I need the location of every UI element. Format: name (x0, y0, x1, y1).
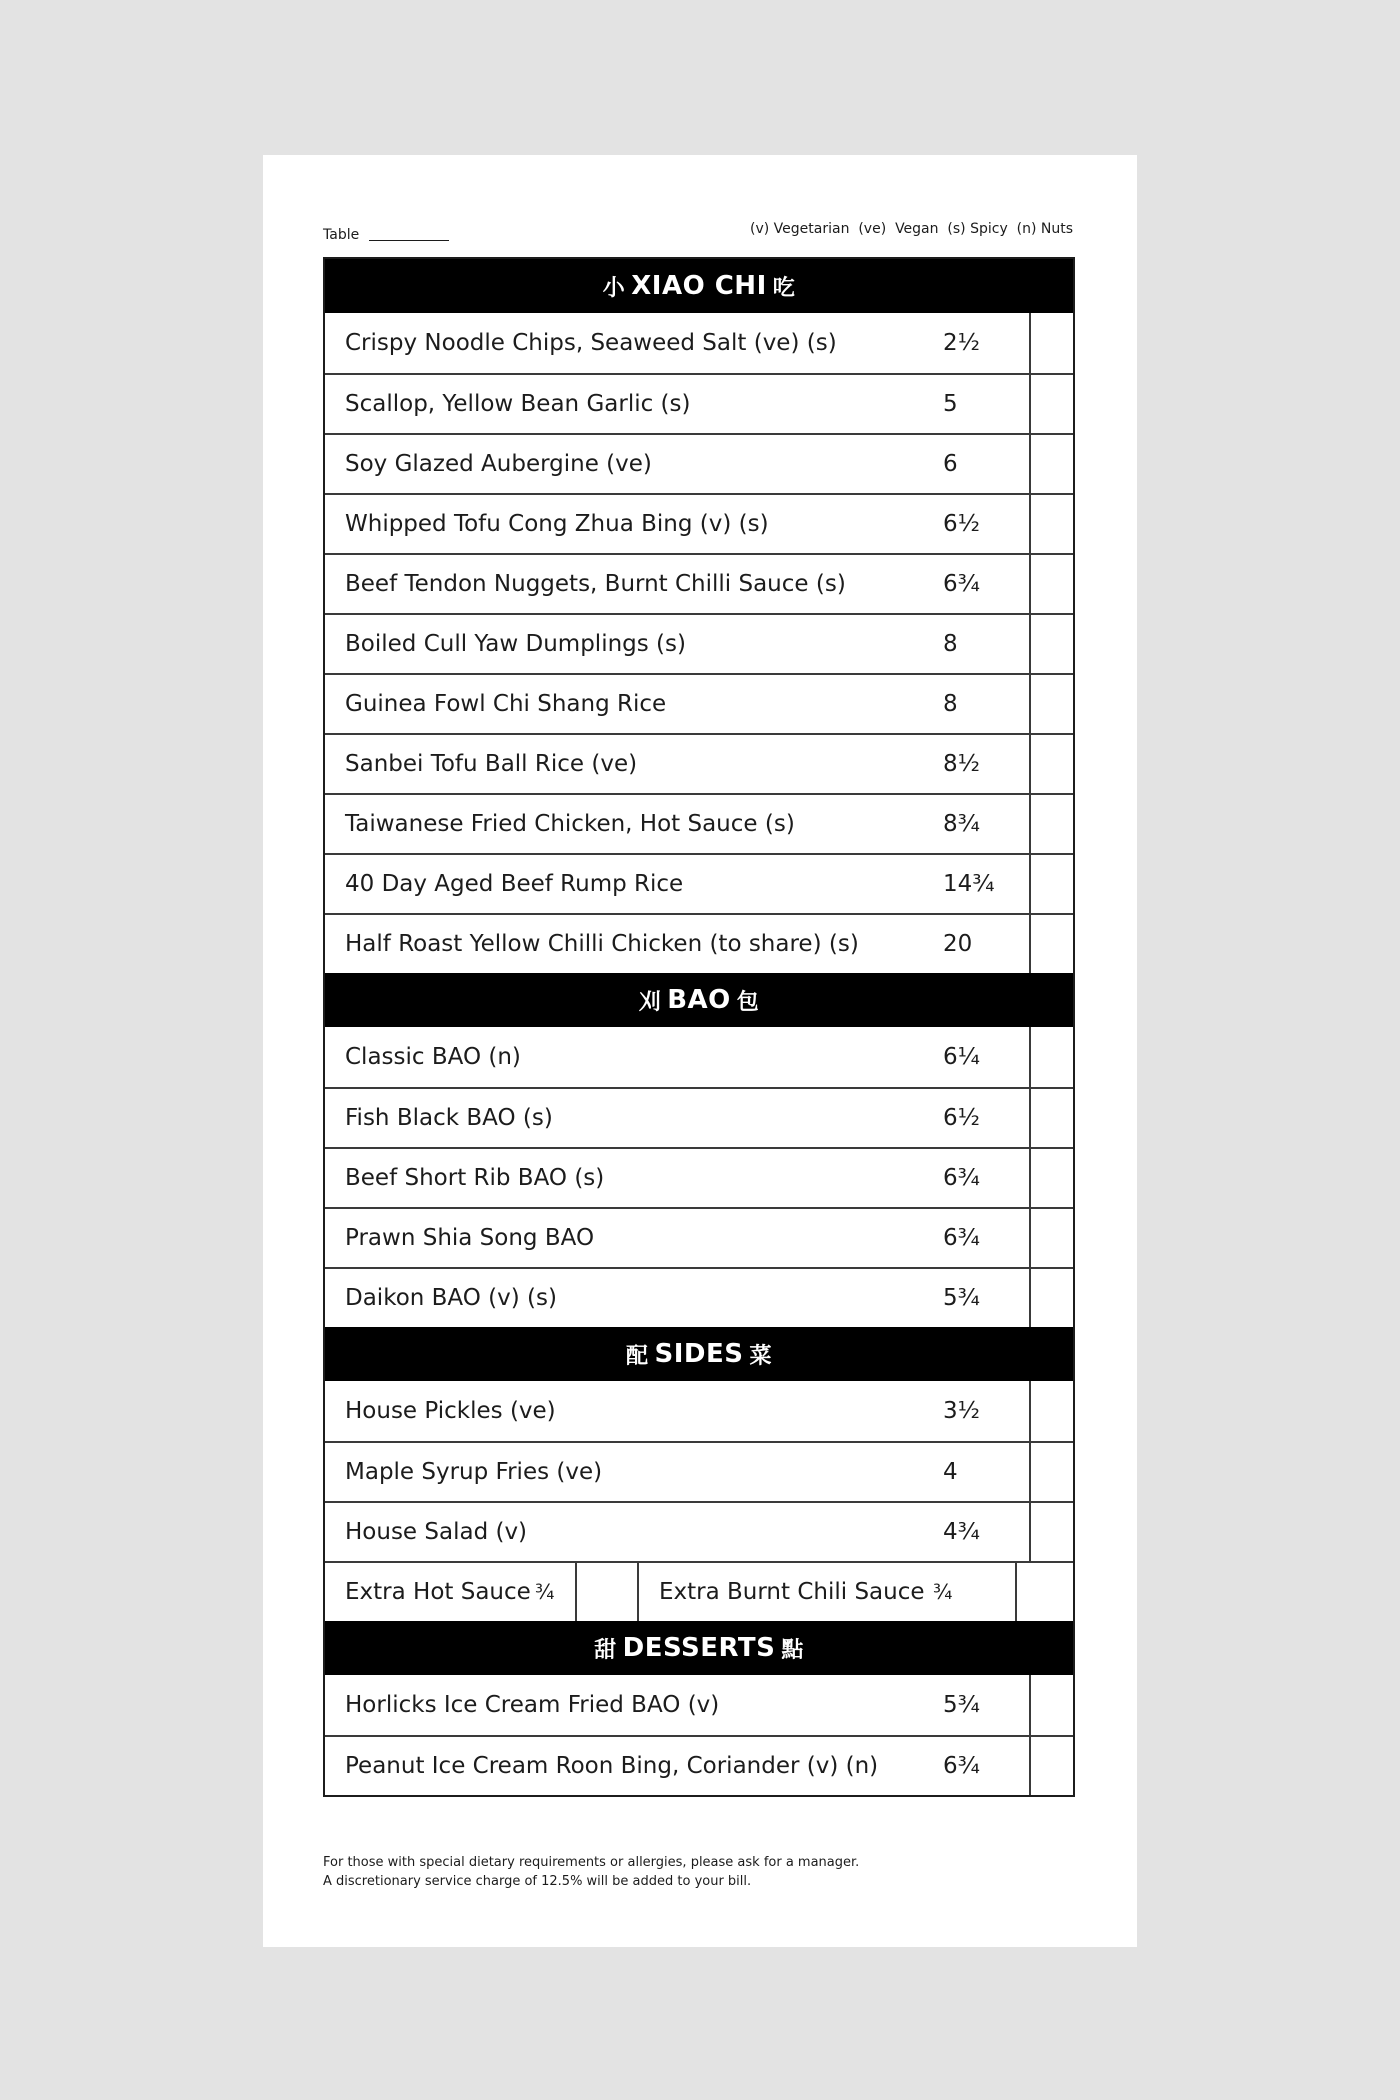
quantity-box[interactable] (1029, 855, 1073, 913)
quantity-box[interactable] (1029, 1443, 1073, 1501)
menu-item-name: Classic BAO (n) (345, 1044, 521, 1070)
section-header-xiao-chi (325, 259, 1073, 313)
menu-item-price: 6 (943, 451, 958, 477)
menu-item-name: 40 Day Aged Beef Rump Rice (345, 871, 684, 897)
section-cjk-left: 配 (626, 1343, 649, 1369)
table-number-field[interactable] (369, 240, 449, 241)
menu-item-row (325, 1441, 1073, 1501)
menu-item-row (325, 1675, 1073, 1735)
extra-item-price: ¾ (933, 1580, 953, 1604)
menu-item-price: 6½ (943, 1105, 980, 1131)
quantity-box[interactable] (1029, 1381, 1073, 1441)
quantity-box[interactable] (1029, 313, 1073, 373)
menu-item-name: Half Roast Yellow Chilli Chicken (to share) (s) (345, 931, 859, 957)
section-title: BAO (667, 985, 731, 1015)
section-title: XIAO CHI (631, 271, 767, 301)
menu-item-price: 8¾ (943, 811, 980, 837)
quantity-box[interactable] (1029, 1027, 1073, 1087)
menu-item-row (325, 913, 1073, 973)
menu-item-name: House Pickles (ve) (345, 1398, 556, 1424)
sheet-header (323, 221, 1073, 245)
section-cjk-left: 小 (602, 275, 626, 301)
menu-item-row (325, 613, 1073, 673)
menu-item-row (325, 1087, 1073, 1147)
menu-item-price: 5¾ (943, 1285, 980, 1311)
menu-item-price: 6¼ (943, 1044, 980, 1070)
menu-item-row (325, 1207, 1073, 1267)
menu-item-row (325, 553, 1073, 613)
quantity-box[interactable] (1029, 495, 1073, 553)
order-sheet (263, 155, 1137, 1947)
menu-item-name: Guinea Fowl Chi Shang Rice (345, 691, 667, 717)
menu-item-price: 8 (943, 691, 958, 717)
menu-item-name: Whipped Tofu Cong Zhua Bing (v) (s) (345, 511, 769, 537)
section-title: SIDES (654, 1339, 744, 1369)
quantity-box[interactable] (1029, 435, 1073, 493)
quantity-box[interactable] (1029, 795, 1073, 853)
quantity-box[interactable] (1029, 675, 1073, 733)
quantity-box[interactable] (1029, 1503, 1073, 1561)
extra-item-price: ¾ (535, 1580, 555, 1604)
section-cjk-right: 包 (736, 989, 760, 1015)
extra-item-name: Extra Burnt Chili Sauce (659, 1579, 925, 1605)
section-cjk-left: 刈 (638, 989, 662, 1015)
extra-quantity-box[interactable] (575, 1563, 639, 1621)
menu-item-row (325, 1735, 1073, 1795)
section-cjk-left: 甜 (594, 1637, 617, 1663)
menu-item-name: Prawn Shia Song BAO (345, 1225, 595, 1251)
quantity-box[interactable] (1029, 915, 1073, 973)
menu-item-row (325, 313, 1073, 373)
menu-item-row (325, 673, 1073, 733)
menu-item-price: 3½ (943, 1398, 980, 1424)
section-title: DESSERTS (622, 1633, 776, 1663)
menu-item-name: Fish Black BAO (s) (345, 1105, 553, 1131)
dietary-legend: (v) Vegetarian (ve) Vegan (s) Spicy (n) Nuts (750, 221, 1073, 237)
menu-item-row (325, 433, 1073, 493)
section-header-sides (325, 1327, 1073, 1381)
menu-item-price: 6¾ (943, 1753, 980, 1779)
menu-item-name: Sanbei Tofu Ball Rice (ve) (345, 751, 638, 777)
menu-item-price: 6¾ (943, 1165, 980, 1191)
menu-item-price: 2½ (943, 330, 980, 356)
section-header-desserts (325, 1621, 1073, 1675)
menu-item-name: Taiwanese Fried Chicken, Hot Sauce (s) (345, 811, 795, 837)
section-cjk-right: 菜 (749, 1343, 772, 1369)
quantity-box[interactable] (1029, 1149, 1073, 1207)
extra-item-name: Extra Hot Sauce (345, 1579, 531, 1605)
menu-item-name: Daikon BAO (v) (s) (345, 1285, 557, 1311)
quantity-box[interactable] (1029, 555, 1073, 613)
extra-quantity-box[interactable] (1015, 1563, 1073, 1621)
menu-item-price: 14¾ (943, 871, 995, 897)
menu-item-price: 5 (943, 391, 958, 417)
quantity-box[interactable] (1029, 1269, 1073, 1327)
footer-notes (323, 1853, 1083, 1891)
service-charge-note: A discretionary service charge of 12.5% will be added to your bill. (323, 1874, 752, 1889)
menu-item-price: 20 (943, 931, 973, 957)
menu-item-row (325, 1501, 1073, 1561)
menu-item-row (325, 373, 1073, 433)
menu-item-name: Horlicks Ice Cream Fried BAO (v) (345, 1692, 720, 1718)
menu-item-name: House Salad (v) (345, 1519, 528, 1545)
quantity-box[interactable] (1029, 1737, 1073, 1795)
quantity-box[interactable] (1029, 375, 1073, 433)
section-cjk-right: 吃 (772, 275, 796, 301)
menu-item-name: Soy Glazed Aubergine (ve) (345, 451, 652, 477)
menu-item-name: Scallop, Yellow Bean Garlic (s) (345, 391, 691, 417)
menu-item-price: 6½ (943, 511, 980, 537)
table-label: Table (323, 227, 360, 243)
menu-item-price: 4 (943, 1459, 958, 1485)
menu-item-row (325, 793, 1073, 853)
menu-item-price: 6¾ (943, 1225, 980, 1251)
extras-row (325, 1561, 1073, 1621)
quantity-box[interactable] (1029, 1089, 1073, 1147)
section-header-bao (325, 973, 1073, 1027)
menu-table (323, 257, 1075, 1797)
menu-item-name: Boiled Cull Yaw Dumplings (s) (345, 631, 686, 657)
section-cjk-right: 點 (781, 1637, 804, 1663)
menu-item-name: Crispy Noodle Chips, Seaweed Salt (ve) (s) (345, 330, 837, 356)
allergy-note: For those with special dietary requirements or allergies, please ask for a manager. (323, 1855, 860, 1870)
menu-item-name: Beef Tendon Nuggets, Burnt Chilli Sauce (s) (345, 571, 846, 597)
menu-item-row (325, 1147, 1073, 1207)
menu-item-row (325, 493, 1073, 553)
menu-item-price: 6¾ (943, 571, 980, 597)
menu-item-row (325, 733, 1073, 793)
quantity-box[interactable] (1029, 1675, 1073, 1735)
menu-item-price: 8½ (943, 751, 980, 777)
menu-item-row (325, 853, 1073, 913)
menu-item-price: 4¾ (943, 1519, 980, 1545)
quantity-box[interactable] (1029, 615, 1073, 673)
quantity-box[interactable] (1029, 1209, 1073, 1267)
menu-item-row (325, 1381, 1073, 1441)
menu-item-name: Peanut Ice Cream Roon Bing, Coriander (v) (n) (345, 1753, 879, 1779)
menu-item-name: Maple Syrup Fries (ve) (345, 1459, 603, 1485)
menu-item-row (325, 1267, 1073, 1327)
quantity-box[interactable] (1029, 735, 1073, 793)
menu-item-price: 8 (943, 631, 958, 657)
menu-item-price: 5¾ (943, 1692, 980, 1718)
menu-item-row (325, 1027, 1073, 1087)
menu-item-name: Beef Short Rib BAO (s) (345, 1165, 605, 1191)
